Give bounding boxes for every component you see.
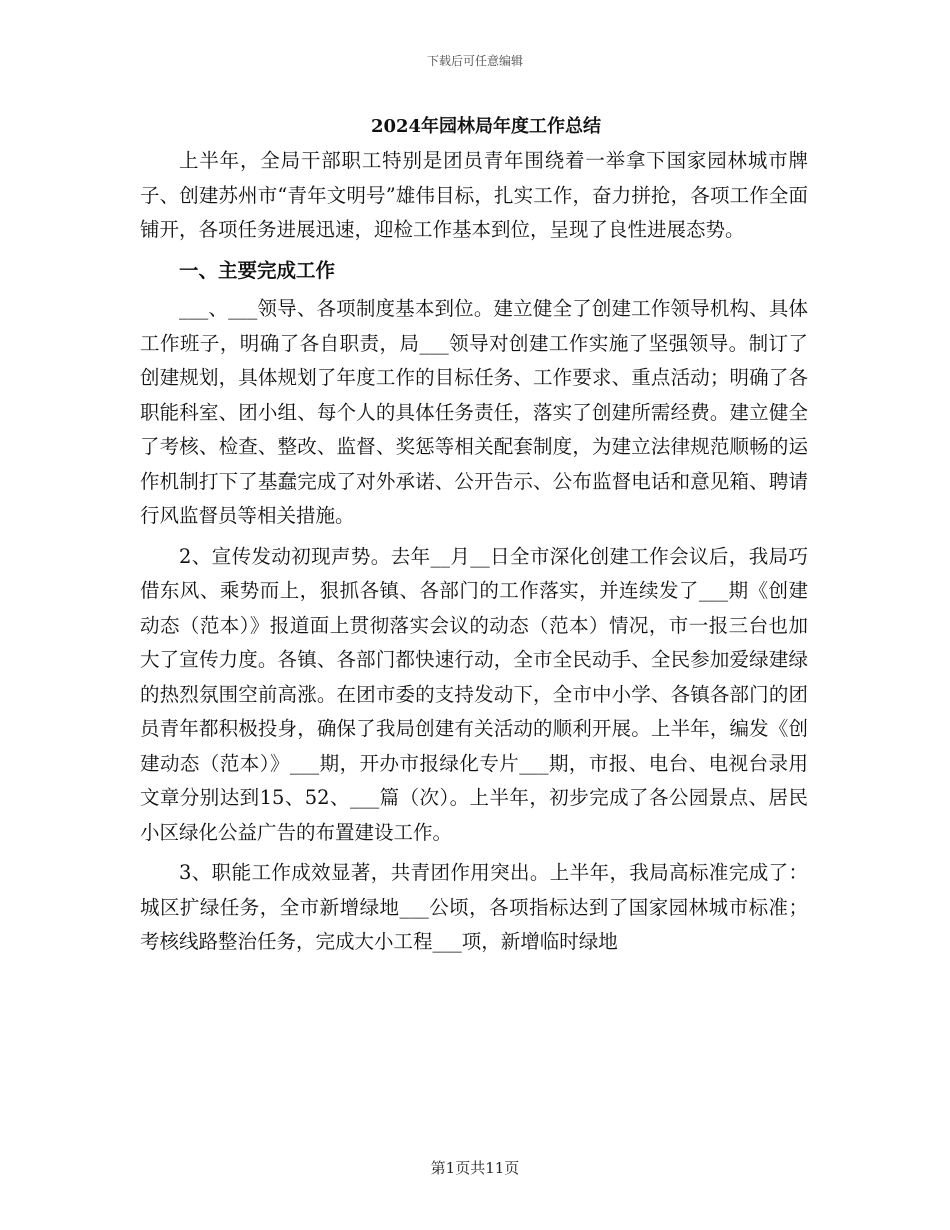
intro-paragraph: 上半年，全局干部职工特别是团员青年围绕着一举拿下国家园林城市牌子、创建苏州市“青年文明号”雄伟目标，扎实工作，奋力拼抢，各项工作全面铺开，各项任务进展迅速，迎检工作基本到位，呈现了良性进展态势。 <box>140 149 808 241</box>
body-paragraph-2: 2、宣传发动初现声势。去年__月__日全市深化创建工作会议后，我局巧借东风、乘势而上，狠抓各镇、各部门的工作落实，并连续发了___期《创建动态（范本）》报道面上贯彻落实会议的动态（范本）情况，市一报三台也加大了宣传力度。各镇、各部门都快速行动，全市全民动手、全民参加爱绿建绿的热烈氛围空前高涨。在团市委的支持发动下，全市中小学、各镇各部门的团员青年都积极投身，确保了我局创建有关活动的顺利开展。上半年，编发《创建动态（范本）》___期，开办市报绿化专片___期，市报、电台、电视台录用文章分别达到15、52、___篇（次）。上半年，初步完成了各公园景点、居民小区绿化公益广告的布置建设工作。 <box>140 544 808 844</box>
document-title: 2024年园林局年度工作总结 <box>370 116 602 137</box>
body-paragraph-3: 3、职能工作成效显著，共青团作用突出。上半年，我局高标准完成了：城区扩绿任务，全市新增绿地___公顷，各项指标达到了国家园林城市标准；考核线路整治任务，完成大小工程___项，新增临时绿地 <box>140 861 808 953</box>
section-heading: 一、主要完成工作 <box>179 258 336 282</box>
page-header-note: 下载后可任意编辑 <box>426 54 523 68</box>
document-body <box>140 112 808 966</box>
body-paragraph-1: ___、___领导、各项制度基本到位。建立健全了创建工作领导机构、具体工作班子，明确了各自职责，局___领导对创建工作实施了坚强领导。制订了创建规划，具体规划了年度工作的目标任务、工作要求、重点活动；明确了各职能科室、团小组、每个人的具体任务责任，落实了创建所需经费。建立健全了考核、检查、整改、监督、奖惩等相关配套制度，为建立法律规范顺畅的运作机制打下了基蠢完成了对外承诺、公开告示、公布监督电话和意见箱、聘请行风监督员等相关措施。 <box>140 297 808 527</box>
page-number: 第1页共11页 <box>430 1159 520 1177</box>
